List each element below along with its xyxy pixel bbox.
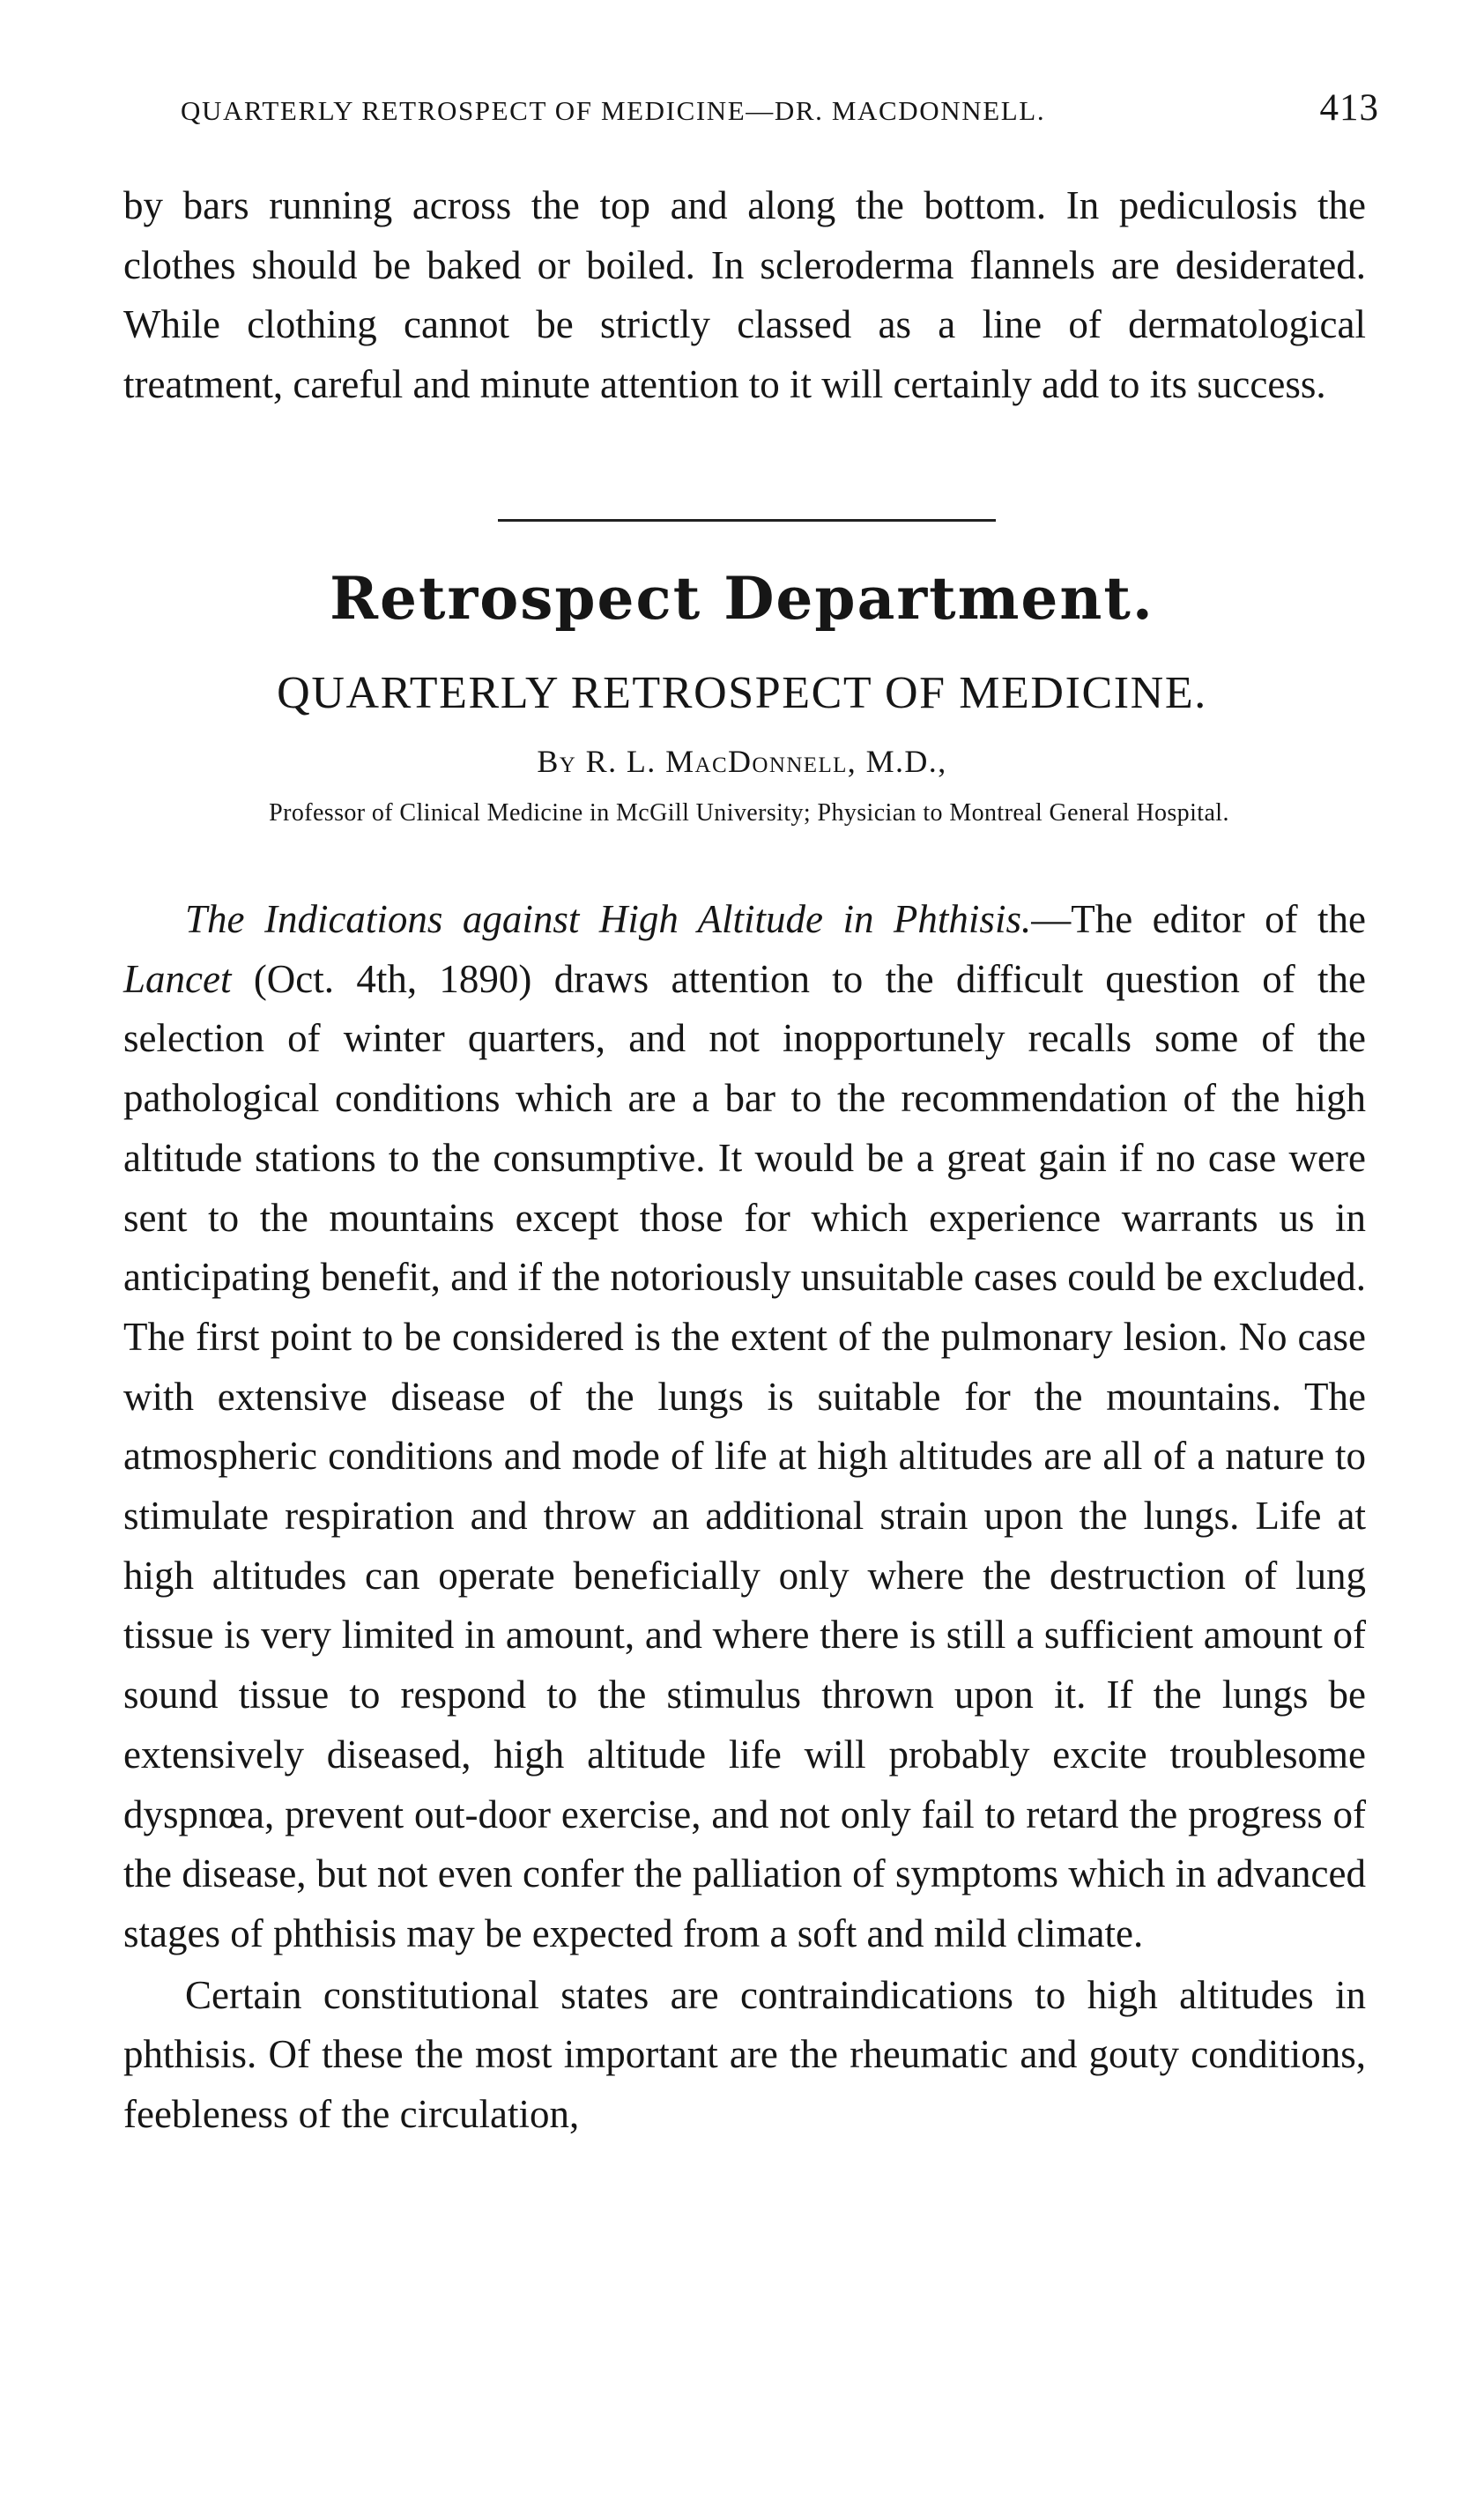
section-divider-rule bbox=[498, 519, 996, 522]
department-heading: Retrospect Department. bbox=[330, 564, 1154, 633]
continued-paragraph: by bars running across the top and along the bottom. In pediculosis the clothes should be baked or boiled. In scleroderma flannels are desiderated. While clothing cannot be strictly classed as a line of dermatological treatment, careful and minute attention to it will certainly add to its success. bbox=[123, 183, 1366, 407]
author-affiliation: Professor of Clinical Medicine in McGill University; Physician to Montreal General Hospital. bbox=[269, 799, 1229, 827]
byline-author: R. L. MacDonnell, M.D., bbox=[585, 744, 947, 779]
page-number: 413 bbox=[1319, 87, 1379, 129]
article-heading: The Indications against High Altitude in Phthisis. bbox=[185, 897, 1032, 941]
paragraph-1-lead: The editor of the bbox=[1071, 897, 1366, 941]
journal-name: Lancet bbox=[123, 956, 232, 1001]
byline-prefix: By bbox=[537, 744, 577, 779]
section-title: QUARTERLY RETROSPECT OF MEDICINE. bbox=[277, 668, 1207, 718]
heading-dash: — bbox=[1031, 897, 1072, 941]
paragraph-1-text: (Oct. 4th, 1890) draws attention to the difficult question of the selection of winter quarters, and not inopportunely recalls some of the pathological conditions which are a bar to the recommendation of the high altitude stations to the consumptive. It would be a great gain if no case were sent to the mountains except those for which experience warrants us in anticipating benefit, and if the notoriously unsuitable cases could be excluded. The first point to be considered is the extent of the pulmonary lesion. No case with extensive disease of the lungs is suitable for the mountains. The atmospheric conditions and mode of life at high altitudes are all of a nature to stimulate respiration and throw an additional strain upon the lungs. Life at high altitudes can operate beneficially only where the destruction of lung tissue is very limited in amount, and where there is still a sufficient amount of sound tissue to respond to the stimulus thrown upon it. If the lungs be extensively diseased, high altitude life will probably excite troublesome dyspnœa, prevent out-door exercise, and not only fail to retard the progress of the disease, but not even confer the palliation of symptoms which in advanced stages of phthisis may be expected from a soft and mild climate. bbox=[123, 956, 1366, 1955]
running-head-title: QUARTERLY RETROSPECT OF MEDICINE—DR. MACDONNELL. bbox=[181, 95, 1046, 126]
byline bbox=[0, 743, 1484, 780]
article-body bbox=[123, 890, 1366, 2145]
running-head bbox=[181, 86, 1379, 139]
article-paragraph-1 bbox=[123, 890, 1366, 1964]
continued-paragraph-block bbox=[123, 176, 1366, 415]
article-paragraph-2: Certain constitutional states are contraindications to high altitudes in phthisis. Of these the most important are the rheumatic and gouty conditions, feebleness of the circulation, bbox=[123, 1972, 1366, 2137]
